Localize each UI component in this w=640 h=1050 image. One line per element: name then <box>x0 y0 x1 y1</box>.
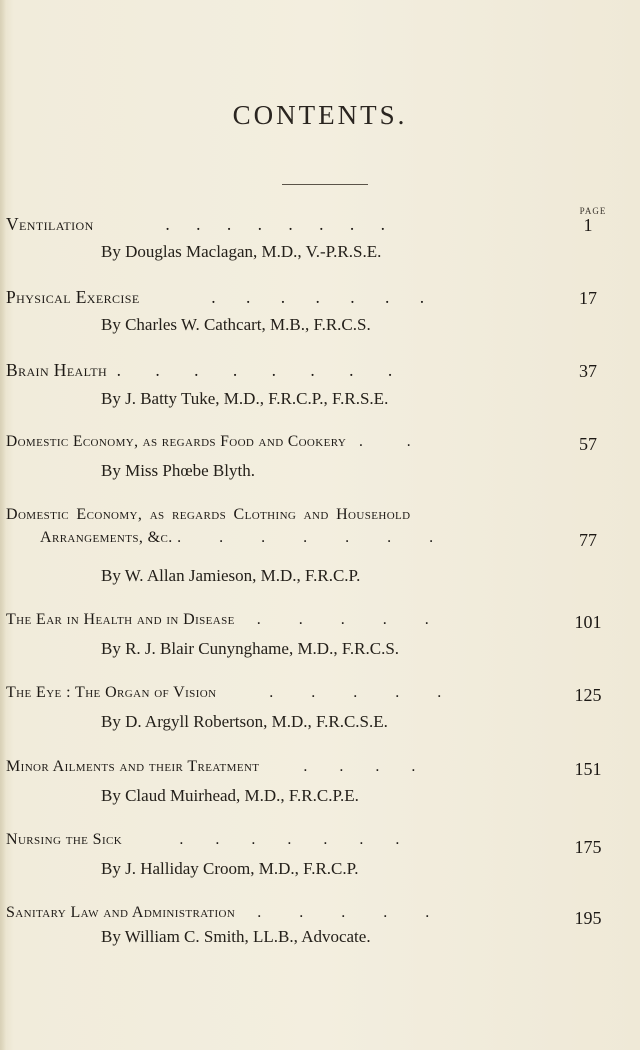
page-column-label: PAGE <box>579 206 607 216</box>
title-divider <box>282 184 368 185</box>
toc-entry-title: Domestic Economy, as regards Food and Cookery . . <box>6 433 411 450</box>
toc-entry-title: The Ear in Health and in Disease . . . . . <box>6 611 429 628</box>
toc-entry-title: Nursing the Sick . . . . . . . <box>6 831 400 848</box>
toc-entry-author: By Miss Phœbe Blyth. <box>101 461 255 480</box>
toc-entry-author: By D. Argyll Robertson, M.D., F.R.C.S.E. <box>101 712 388 731</box>
toc-entry-title: Sanitary Law and Administration . . . . . <box>6 904 430 921</box>
toc-entry-page: 1 <box>583 215 593 235</box>
toc-entry-page: 37 <box>579 361 597 381</box>
toc-entry-title: The Eye : The Organ of Vision . . . . . <box>6 684 442 701</box>
toc-entry-author: By Charles W. Cathcart, M.B., F.R.C.S. <box>101 315 371 334</box>
page-title: CONTENTS. <box>232 100 408 130</box>
toc-entry-author: By Douglas Maclagan, M.D., V.-P.R.S.E. <box>101 242 382 261</box>
toc-entry-title: Minor Ailments and their Treatment . . . . <box>6 758 416 775</box>
toc-entry-page: 101 <box>574 612 602 632</box>
toc-entry-page: 195 <box>574 908 602 928</box>
toc-entry-page: 125 <box>574 685 602 705</box>
toc-entry-page: 57 <box>579 434 597 454</box>
toc-entry-title-continued: Arrangements, &c. . . . . . . . <box>40 529 434 546</box>
toc-entry-title: Domestic Economy, as regards Clothing and Household <box>6 506 411 523</box>
toc-entry-author: By J. Batty Tuke, M.D., F.R.C.P., F.R.S.E. <box>101 389 389 408</box>
toc-entry-title: Ventilation . . . . . . . . <box>6 214 385 234</box>
toc-entry-author: By J. Halliday Croom, M.D., F.R.C.P. <box>101 859 359 878</box>
toc-entry-title: Physical Exercise . . . . . . . <box>6 287 425 307</box>
toc-entry-author: By William C. Smith, LL.B., Advocate. <box>101 927 371 946</box>
toc-entry-page: 151 <box>574 759 602 779</box>
toc-entry-page: 17 <box>579 288 597 308</box>
toc-entry-page: 175 <box>574 837 602 857</box>
toc-entry-author: By R. J. Blair Cunynghame, M.D., F.R.C.S. <box>101 639 400 658</box>
toc-entry-author: By Claud Muirhead, M.D., F.R.C.P.E. <box>101 786 359 805</box>
toc-entry-page: 77 <box>579 530 597 550</box>
toc-entry-author: By W. Allan Jamieson, M.D., F.R.C.P. <box>101 566 361 585</box>
page-binding-shadow <box>0 0 6 1050</box>
toc-entry-title: Brain Health . . . . . . . . <box>6 360 393 380</box>
